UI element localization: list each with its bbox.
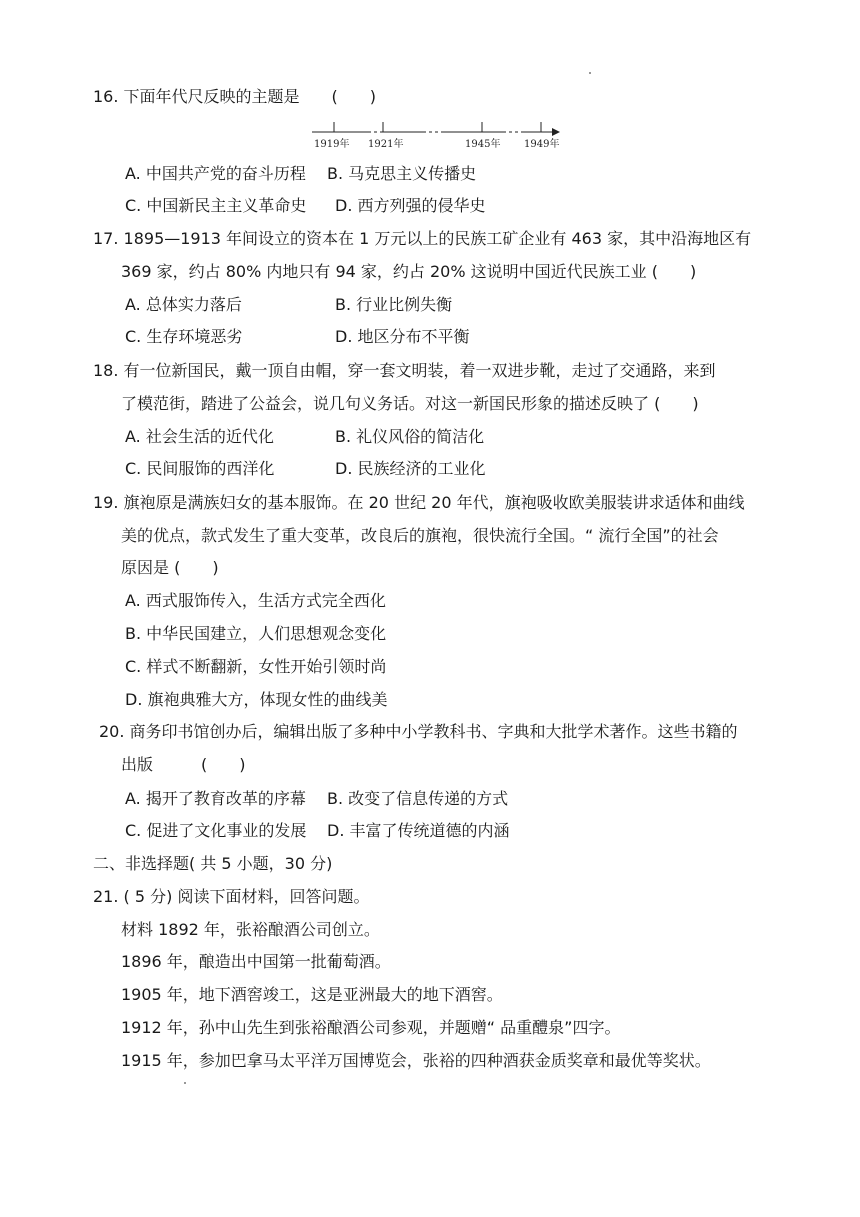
q16-option-c: C. 中国新民主主义革命史 xyxy=(125,196,307,215)
q18-option-a: A. 社会生活的近代化 xyxy=(125,427,274,446)
question-20-stem: 20. 商务印书馆创办后，编辑出版了多种中小学教科书、字典和大批学术著作。这些书籍的 xyxy=(99,722,738,741)
question-18-stem: 18. 有一位新国民，戴一顶自由帽，穿一套文明装，着一双进步靴，走过了交通路，来到 xyxy=(93,361,716,380)
material-line: 1915 年，参加巴拿马太平洋万国博览会，张裕的四种酒获金质奖章和最优等奖状。 xyxy=(121,1051,711,1070)
material-line: 1912 年，孙中山先生到张裕酿酒公司参观，并题赠“ 品重醴泉”四字。 xyxy=(121,1018,621,1037)
material-line: 1905 年，地下酒窖竣工，这是亚洲最大的地下酒窖。 xyxy=(121,985,503,1004)
question-16-stem: 16. 下面年代尺反映的主题是 ( ) xyxy=(93,87,377,106)
q18-option-b: B. 礼仪风俗的简洁化 xyxy=(335,427,485,446)
section-heading: 二、非选择题( 共 5 小题，30 分) xyxy=(93,854,333,873)
question-21-stem: 21. ( 5 分) 阅读下面材料，回答问题。 xyxy=(93,887,370,906)
timeline-label: 1919年 xyxy=(314,139,350,150)
question-20-stem: 出版 ( ) xyxy=(121,755,246,774)
question-19-stem: 原因是 ( ) xyxy=(121,558,219,577)
q19-option-b: B. 中华民国建立，人们思想观念变化 xyxy=(125,624,387,643)
question-17-stem: 17. 1895—1913 年间设立的资本在 1 万元以上的民族工矿企业有 463 家，其中沿海地区有 xyxy=(93,229,752,248)
q19-option-c: C. 样式不断翻新，女性开始引领时尚 xyxy=(125,657,387,676)
q20-option-d: D. 丰富了传统道德的内涵 xyxy=(327,821,510,840)
q16-option-b: B. 马克思主义传播史 xyxy=(327,164,477,183)
question-19-stem: 19. 旗袍原是满族妇女的基本服饰。在 20 世纪 20 年代，旗袍吸收欧美服装讲求适体和曲线 xyxy=(93,493,745,512)
q19-option-a: A. 西式服饰传入，生活方式完全西化 xyxy=(125,591,386,610)
question-19-stem: 美的优点，款式发生了重大变革，改良后的旗袍，很快流行全国。“ 流行全国”的社会 xyxy=(121,526,719,545)
timeline-label: 1921年 xyxy=(368,139,404,150)
timeline-label: 1949年 xyxy=(524,139,560,150)
q17-option-d: D. 地区分布不平衡 xyxy=(335,327,470,346)
timeline-ruler xyxy=(308,116,568,150)
scan-dot xyxy=(184,1082,186,1084)
scan-dot xyxy=(589,72,591,74)
q18-option-d: D. 民族经济的工业化 xyxy=(335,459,486,478)
q16-option-d: D. 西方列强的侵华史 xyxy=(335,196,486,215)
timeline-label: 1945年 xyxy=(465,139,501,150)
material-line: 1896 年，酿造出中国第一批葡萄酒。 xyxy=(121,952,391,971)
q17-option-a: A. 总体实力落后 xyxy=(125,295,242,314)
q20-option-a: A. 揭开了教育改革的序幕 xyxy=(125,789,306,808)
q17-option-c: C. 生存环境恶劣 xyxy=(125,327,243,346)
q20-option-b: B. 改变了信息传递的方式 xyxy=(327,789,509,808)
q20-option-c: C. 促进了文化事业的发展 xyxy=(125,821,307,840)
q18-option-c: C. 民间服饰的西洋化 xyxy=(125,459,275,478)
material-line: 材料 1892 年，张裕酿酒公司创立。 xyxy=(121,920,380,939)
question-18-stem: 了模范街，踏进了公益会，说几句义务话。对这一新国民形象的描述反映了 ( ) xyxy=(121,394,699,413)
q19-option-d: D. 旗袍典雅大方，体现女性的曲线美 xyxy=(125,690,388,709)
q16-option-a: A. 中国共产党的奋斗历程 xyxy=(125,164,306,183)
q17-option-b: B. 行业比例失衡 xyxy=(335,295,453,314)
question-17-stem: 369 家，约占 80% 内地只有 94 家，约占 20% 这说明中国近代民族工业 ( ) xyxy=(121,262,697,281)
